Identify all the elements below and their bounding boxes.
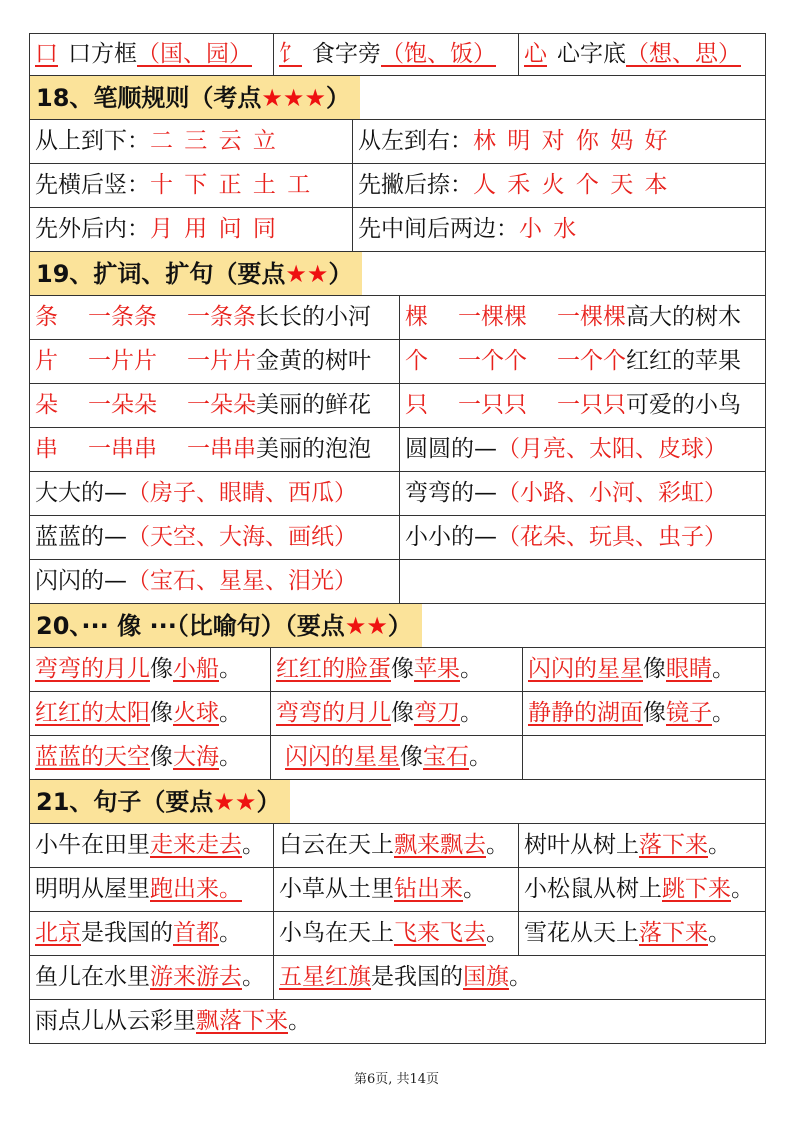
fillin-answer: （天空、大海、画纸） — [127, 524, 357, 550]
title-close: ） — [328, 259, 353, 288]
sentence-middle: 是我国的 — [371, 964, 463, 990]
phrase-rest: 红红的苹果 — [626, 348, 741, 374]
phrase-head: 一只只 — [557, 392, 626, 418]
stroke-rule — [352, 164, 762, 207]
phrase-head: 一条条 — [187, 304, 256, 330]
section-19-heading-row — [30, 252, 765, 296]
simile-object: 小船 — [173, 656, 219, 682]
fillin-lead: 弯弯的— — [405, 480, 497, 506]
sentence — [30, 868, 273, 911]
simile-subject: 弯弯的月儿 — [276, 700, 391, 726]
phrase-rest: 可爱的小鸟 — [626, 392, 741, 418]
simile-object: 苹果 — [414, 656, 460, 682]
sentence-answer: 五星红旗 — [279, 964, 371, 990]
section-21-heading — [30, 780, 290, 823]
word-expansion — [30, 296, 399, 339]
simile-verb: 像 — [400, 744, 423, 770]
sentence-answer: 国旗 — [463, 964, 509, 990]
sentence-lead: 树叶从树上 — [524, 832, 639, 858]
stroke-rule-row — [30, 208, 765, 252]
measure-word: 条 — [35, 304, 58, 330]
simile-row — [30, 648, 765, 692]
rule-label: 先撇后捺： — [358, 172, 473, 198]
simile-object: 宝石 — [423, 744, 469, 770]
simile-sentence — [30, 692, 270, 735]
sentence-end: 。 — [712, 700, 735, 726]
rule-chars: 小 水 — [519, 216, 579, 242]
sentence-end: 。 — [731, 876, 754, 902]
measure-word: 个 — [405, 348, 428, 374]
simile-sentence — [522, 648, 762, 691]
sentence-answer: 跑出来。 — [150, 876, 242, 902]
stars: ★★ — [213, 787, 257, 816]
sentence-lead: 小鸟在天上 — [279, 920, 394, 946]
rule-label: 从左到右： — [358, 128, 473, 154]
sentence-answer: 飞来飞去 — [394, 920, 486, 946]
sentence-row — [30, 868, 765, 912]
sentence — [518, 824, 762, 867]
section-title: 20、··· 像 ···（比喻句）（要点 — [36, 611, 345, 640]
phrase-head: 一棵棵 — [557, 304, 626, 330]
rule-label: 从上到下： — [35, 128, 150, 154]
section-19-heading — [30, 252, 362, 295]
sentence-end: 。 — [469, 744, 492, 770]
rule-chars: 十 下 正 土 工 — [150, 172, 313, 198]
reduplicated-word: 一串串 — [88, 436, 157, 462]
sentence-row — [30, 824, 765, 868]
adjective-fillin — [30, 516, 399, 559]
sentence-lead: 小牛在田里 — [35, 832, 150, 858]
sentence-lead: 雪花从天上 — [524, 920, 639, 946]
sentence-end: 。 — [242, 832, 265, 858]
measure-word: 片 — [35, 348, 58, 374]
fillin-lead: 蓝蓝的— — [35, 524, 127, 550]
simile-row — [30, 692, 765, 736]
simile-verb: 像 — [150, 656, 173, 682]
measure-word: 只 — [405, 392, 428, 418]
word-expansion — [399, 340, 762, 383]
fillin-lead: 圆圆的— — [405, 436, 497, 462]
rule-chars: 月 用 问 同 — [150, 216, 278, 242]
sentence — [30, 956, 273, 999]
simile-verb: 像 — [643, 700, 666, 726]
section-title: 19、扩词、扩句（要点 — [36, 259, 286, 288]
sentence — [273, 868, 518, 911]
sentence-end: 。 — [486, 920, 509, 946]
sentence-answer: 落下来 — [639, 832, 708, 858]
radical-examples: （饱、饭） — [381, 41, 496, 67]
section-20-heading-row — [30, 604, 765, 648]
sentence-end: 。 — [242, 964, 265, 990]
word-expansion — [30, 384, 399, 427]
radical-examples: （国、园） — [137, 41, 252, 67]
simile-sentence — [270, 736, 522, 779]
phrase-rest: 长长的小河 — [256, 304, 371, 330]
radical-cell — [30, 34, 273, 75]
adjective-fillin — [399, 516, 762, 559]
sentence-end: 。 — [708, 832, 731, 858]
radical-name: 食字旁 — [312, 41, 381, 67]
sentence-answer: 跳下来 — [662, 876, 731, 902]
reduplicated-word: 一朵朵 — [88, 392, 157, 418]
reduplicated-word: 一棵棵 — [458, 304, 527, 330]
stroke-rule — [30, 164, 352, 207]
stroke-rule — [352, 120, 762, 163]
simile-object: 火球 — [173, 700, 219, 726]
empty-cell — [522, 736, 762, 779]
sentence-end: 。 — [219, 700, 242, 726]
sentence-end: 。 — [219, 920, 242, 946]
radical-cell — [273, 34, 518, 75]
radical-examples: （想、思） — [626, 41, 741, 67]
sentence-end: 。 — [486, 832, 509, 858]
phrase-head: 一朵朵 — [187, 392, 256, 418]
sentence-end: 。 — [509, 964, 532, 990]
sentence-row — [30, 1000, 765, 1044]
simile-object: 眼睛 — [666, 656, 712, 682]
sentence-end: 。 — [708, 920, 731, 946]
rule-chars: 二 三 云 立 — [150, 128, 278, 154]
measure-word: 朵 — [35, 392, 58, 418]
section-20-heading — [30, 604, 422, 647]
phrase-rest: 金黄的树叶 — [256, 348, 371, 374]
simile-verb: 像 — [150, 744, 173, 770]
stroke-rule-row — [30, 164, 765, 208]
simile-sentence — [270, 648, 522, 691]
sentence-end: 。 — [219, 656, 242, 682]
sentence-lead: 鱼儿在水里 — [35, 964, 150, 990]
expansion-row — [30, 340, 765, 384]
fillin-row — [30, 472, 765, 516]
sentence-answer: 游来游去 — [150, 964, 242, 990]
fillin-lead: 小小的— — [405, 524, 497, 550]
expansion-row — [30, 296, 765, 340]
sentence-end: 。 — [460, 656, 483, 682]
simile-sentence — [30, 648, 270, 691]
phrase-rest: 美丽的鲜花 — [256, 392, 371, 418]
stroke-rule — [30, 120, 352, 163]
reduplicated-word: 一个个 — [458, 348, 527, 374]
sentence-end: 。 — [460, 700, 483, 726]
stroke-rule — [352, 208, 762, 251]
phrase-rest: 美丽的泡泡 — [256, 436, 371, 462]
rule-label: 先横后竖： — [35, 172, 150, 198]
sentence-answer: 钻出来 — [394, 876, 463, 902]
simile-object: 大海 — [173, 744, 219, 770]
sentence-row — [30, 912, 765, 956]
simile-verb: 像 — [391, 700, 414, 726]
simile-subject: 静静的湖面 — [528, 700, 643, 726]
phrase-head: 一片片 — [187, 348, 256, 374]
fillin-answer: （宝石、星星、泪光） — [127, 568, 357, 594]
adjective-fillin — [30, 560, 399, 603]
sentence-row — [30, 956, 765, 1000]
title-close: ） — [325, 83, 350, 112]
reduplicated-word: 一条条 — [88, 304, 157, 330]
simile-sentence — [270, 692, 522, 735]
stroke-rule-row — [30, 120, 765, 164]
worksheet-table — [29, 33, 766, 1044]
reduplicated-word: 一片片 — [88, 348, 157, 374]
word-expansion — [399, 384, 762, 427]
expansion-row — [30, 384, 765, 428]
stars: ★★ — [344, 611, 388, 640]
simile-subject: 闪闪的星星 — [528, 656, 643, 682]
sentence-middle: 是我国的 — [81, 920, 173, 946]
fillin-answer: （小路、小河、彩虹） — [497, 480, 727, 506]
simile-object: 镜子 — [666, 700, 712, 726]
sentence — [273, 912, 518, 955]
sentence — [273, 956, 762, 999]
stars: ★★ — [285, 259, 329, 288]
section-title: 21、句子（要点 — [36, 787, 214, 816]
adjective-fillin — [30, 472, 399, 515]
sentence-answer: 北京 — [35, 920, 81, 946]
fillin-answer: （月亮、太阳、皮球） — [497, 436, 727, 462]
rule-label: 先外后内： — [35, 216, 150, 242]
simile-subject: 弯弯的月儿 — [35, 656, 150, 682]
simile-verb: 像 — [391, 656, 414, 682]
simile-row — [30, 736, 765, 780]
phrase-rest: 高大的树木 — [626, 304, 741, 330]
page-footer: 第6页, 共14页 — [353, 1072, 440, 1087]
rule-label: 先中间后两边： — [358, 216, 519, 242]
phrase-head: 一个个 — [557, 348, 626, 374]
sentence-lead: 小松鼠从树上 — [524, 876, 662, 902]
simile-sentence — [522, 692, 762, 735]
sentence — [30, 824, 273, 867]
sentence — [30, 1000, 762, 1043]
fillin-row — [30, 560, 765, 604]
simile-sentence — [30, 736, 270, 779]
reduplicated-word: 一只只 — [458, 392, 527, 418]
radical-cell — [518, 34, 762, 75]
sentence — [30, 912, 273, 955]
empty-cell — [399, 560, 762, 603]
simile-subject: 红红的太阳 — [35, 700, 150, 726]
simile-verb: 像 — [150, 700, 173, 726]
radical-name: 口方框 — [68, 41, 137, 67]
fillin-lead: 大大的— — [35, 480, 127, 506]
sentence — [518, 912, 762, 955]
fillin-row — [30, 516, 765, 560]
word-expansion — [30, 340, 399, 383]
phrase-head: 一串串 — [187, 436, 256, 462]
measure-word: 棵 — [405, 304, 428, 330]
simile-verb: 像 — [643, 656, 666, 682]
stars: ★★★ — [261, 83, 326, 112]
radical-symbol: 心 — [524, 41, 547, 67]
section-21-heading-row — [30, 780, 765, 824]
fillin-lead: 闪闪的— — [35, 568, 127, 594]
section-18-heading — [30, 76, 360, 119]
rule-chars: 林 明 对 你 妈 好 — [473, 128, 670, 154]
adjective-fillin — [399, 472, 762, 515]
simile-object: 弯刀 — [414, 700, 460, 726]
measure-word: 串 — [35, 436, 58, 462]
radical-symbol: 口 — [35, 41, 58, 67]
title-close: ） — [256, 787, 281, 816]
word-expansion — [30, 428, 399, 471]
sentence-end: 。 — [463, 876, 486, 902]
sentence-lead: 小草从土里 — [279, 876, 394, 902]
sentence-answer: 落下来 — [639, 920, 708, 946]
sentence-lead: 雨点儿从云彩里 — [35, 1008, 196, 1034]
sentence-answer: 走来走去 — [150, 832, 242, 858]
section-title: 18、笔顺规则（考点 — [36, 83, 262, 112]
fillin-answer: （房子、眼睛、西瓜） — [127, 480, 357, 506]
fillin-answer: （花朵、玩具、虫子） — [497, 524, 727, 550]
sentence — [273, 824, 518, 867]
simile-subject: 闪闪的星星 — [285, 744, 400, 770]
radical-row — [30, 34, 765, 76]
simile-subject: 红红的脸蛋 — [276, 656, 391, 682]
title-close: ） — [387, 611, 412, 640]
adjective-fillin — [399, 428, 762, 471]
simile-subject: 蓝蓝的天空 — [35, 744, 150, 770]
sentence-end: 。 — [288, 1008, 311, 1034]
sentence-lead: 明明从屋里 — [35, 876, 150, 902]
sentence-answer: 首都 — [173, 920, 219, 946]
sentence-answer: 飘落下来 — [196, 1008, 288, 1034]
sentence-end: 。 — [712, 656, 735, 682]
sentence — [518, 868, 762, 911]
radical-name: 心字底 — [557, 41, 626, 67]
sentence-answer: 飘来飘去 — [394, 832, 486, 858]
sentence-lead: 白云在天上 — [279, 832, 394, 858]
sentence-end: 。 — [219, 744, 242, 770]
expansion-row — [30, 428, 765, 472]
word-expansion — [399, 296, 762, 339]
stroke-rule — [30, 208, 352, 251]
section-18-heading-row — [30, 76, 765, 120]
rule-chars: 人 禾 火 个 天 本 — [473, 172, 670, 198]
radical-symbol: 饣 — [279, 41, 302, 67]
